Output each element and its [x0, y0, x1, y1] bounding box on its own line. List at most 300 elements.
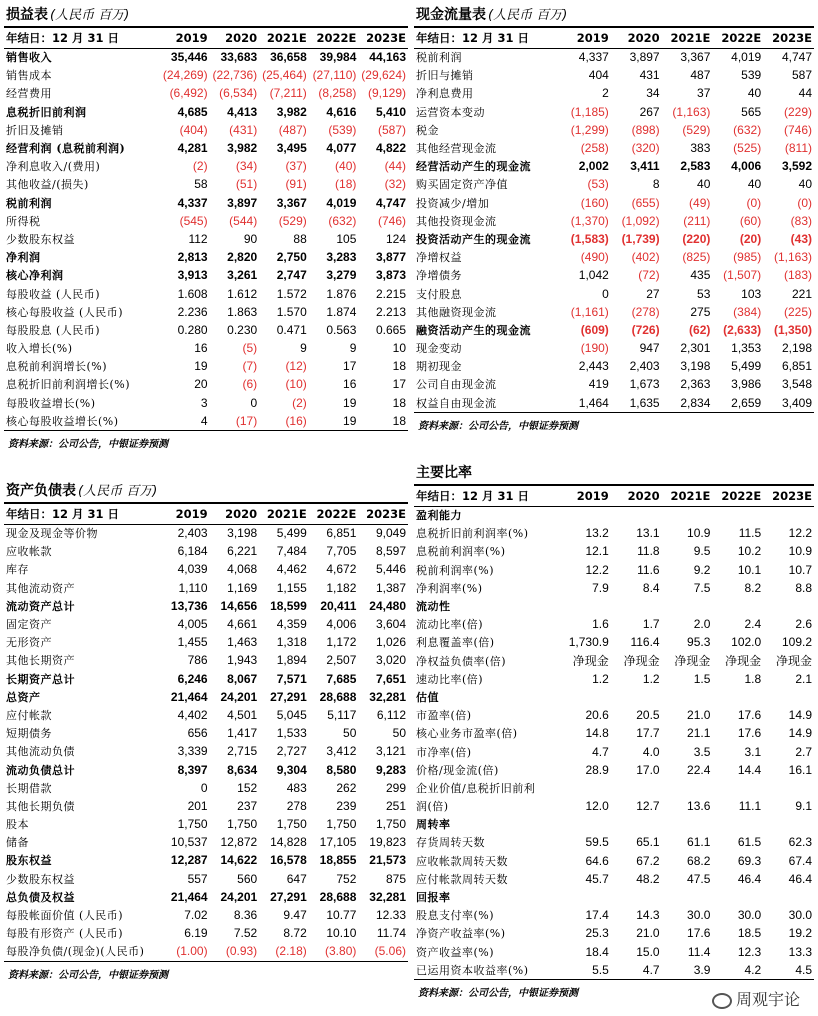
table-row [4, 651, 408, 669]
cell-value: 9.47 [283, 908, 307, 923]
row-label: 其他收益/(损失) [6, 178, 89, 192]
cell-value: 947 [639, 341, 660, 356]
cell-value: 9 [349, 341, 357, 356]
cell-value: 27 [646, 286, 660, 301]
cell-value: 2.6 [795, 617, 812, 632]
cell-value: 13.6 [687, 799, 711, 814]
cell-value: 32,281 [369, 689, 406, 704]
row-label: 核心每股收益增长(%) [6, 414, 119, 428]
cell-value: (160) [580, 195, 609, 210]
cell-value: 10.10 [326, 926, 357, 941]
table-row [414, 66, 814, 84]
cell-value: 2,403 [177, 526, 208, 541]
cell-value: 24,201 [220, 889, 258, 904]
table-row [414, 797, 814, 815]
cell-value: 12.33 [375, 908, 406, 923]
cell-value: 4,616 [326, 104, 357, 119]
cell-value: 净现金 [572, 654, 609, 669]
cell-value: 487 [690, 68, 711, 83]
cell-value: 13.3 [788, 944, 812, 959]
cell-value: 1.608 [177, 286, 208, 301]
cashflow-statement-title [414, 2, 814, 28]
table-row [414, 175, 814, 193]
cell-value: 45.7 [585, 871, 609, 886]
row-label: 总资产 [6, 690, 41, 704]
cell-value: (726) [631, 322, 660, 337]
cell-value: 17.6 [737, 726, 762, 741]
cell-value: 11.8 [637, 544, 660, 559]
cell-value: 9.1 [795, 799, 812, 814]
row-label: 流动资产总计 [6, 599, 75, 613]
table-row [414, 924, 814, 942]
balance-unit-text: (人民币 百万) [78, 484, 158, 499]
cell-value: (1,161) [570, 304, 609, 319]
cell-value: 1.612 [227, 286, 258, 301]
cell-value: 5,117 [327, 707, 357, 722]
cell-value: 21.0 [687, 708, 711, 723]
ratios-table [414, 486, 814, 979]
cell-value: 17 [343, 359, 357, 374]
row-label: 税前利润 [416, 51, 462, 65]
cell-value: 14,828 [270, 835, 307, 850]
cell-value: 32,281 [369, 889, 406, 904]
row-label: 应收帐款周转天数 [416, 854, 508, 868]
table-row [414, 48, 814, 66]
cell-value: 12,287 [170, 853, 208, 868]
table-row [414, 724, 814, 742]
cell-value: 2.4 [744, 617, 762, 632]
cell-value: (404) [179, 122, 208, 137]
cell-value: 1.7 [642, 617, 660, 632]
cell-value: 16.1 [788, 762, 812, 777]
row-label: 已运用资本收益率(%) [416, 963, 529, 977]
cell-value: 237 [237, 798, 258, 813]
cell-value: 3.1 [744, 744, 762, 759]
year-header: 2019 [160, 504, 210, 524]
cell-value: 3,279 [326, 268, 357, 283]
cell-value: 105 [336, 231, 357, 246]
cell-value: 3,283 [326, 250, 357, 265]
cell-value: 4,685 [177, 104, 208, 119]
year-end-label: 年结日：12 月 31 日 [4, 28, 160, 48]
table-row [414, 779, 814, 797]
cell-value: 30.0 [737, 908, 762, 923]
row-label: 市盈率(倍) [416, 709, 472, 723]
cell-value: 0 [200, 780, 208, 795]
table-row [414, 506, 814, 524]
table-row [4, 579, 408, 597]
table-row [414, 303, 814, 321]
ratios-title-text: 主要比率 [416, 465, 472, 481]
row-label: 所得税 [6, 214, 41, 228]
cell-value: (320) [631, 141, 660, 156]
row-label: 净增权益 [416, 251, 462, 265]
cell-value: (20) [739, 231, 762, 246]
cell-value: 88 [293, 231, 307, 246]
watermark [708, 985, 804, 1012]
row-label: 应付帐款周转天数 [416, 872, 508, 886]
cell-value: 10,537 [170, 835, 208, 850]
cell-value: 40 [697, 177, 711, 192]
table-row [4, 706, 408, 724]
cell-value [763, 688, 814, 706]
cell-value: (83) [790, 213, 812, 228]
cell-value [611, 597, 662, 615]
cell-value: 2,363 [680, 377, 711, 392]
cell-value: (24,269) [162, 68, 208, 83]
cell-value: 53 [697, 286, 711, 301]
cell-value: 1.876 [326, 286, 357, 301]
row-label: 收入增长(%) [6, 342, 73, 356]
cell-value: (632) [733, 122, 762, 137]
cell-value: 2,198 [781, 341, 812, 356]
cell-value: 1,318 [276, 635, 307, 650]
cell-value: 1,353 [731, 341, 762, 356]
row-label: 企业价值/息税折旧前利 [416, 781, 536, 795]
cell-value: 6,112 [376, 707, 406, 722]
cell-value: 18,599 [270, 598, 307, 613]
cell-value: 11.1 [738, 799, 762, 814]
year-header: 2023E [763, 28, 814, 48]
row-label: 折旧与摊销 [416, 69, 474, 83]
table-row [414, 266, 814, 284]
watermark-text: 周观宇论 [735, 990, 800, 1009]
income-statement-title [4, 2, 408, 28]
cell-value [560, 815, 611, 833]
cell-value: 69.3 [737, 853, 762, 868]
cell-value: 3,198 [227, 526, 258, 541]
cell-value: 8.4 [642, 580, 660, 595]
cell-value: 1,155 [276, 580, 307, 595]
cell-value: 48.2 [636, 871, 660, 886]
row-label: 运营资本变动 [416, 105, 485, 119]
cell-value: 1.570 [276, 304, 307, 319]
cell-value: (44) [384, 159, 406, 174]
cell-value: 6,184 [177, 544, 208, 559]
year-end-label: 年结日：12 月 31 日 [414, 28, 560, 48]
year-header: 2019 [560, 28, 611, 48]
row-label: 经营利润 (息税前利润) [6, 142, 126, 156]
cell-value: 16,578 [270, 853, 307, 868]
cell-value: (587) [377, 122, 406, 137]
table-row [4, 688, 408, 706]
cell-value: 2.0 [693, 617, 711, 632]
cell-value: (632) [328, 213, 357, 228]
table-row [4, 542, 408, 560]
cell-value: 9,049 [375, 526, 406, 541]
cell-value: 9.5 [693, 544, 711, 559]
cell-value: 8,397 [177, 762, 208, 777]
ratios-panel [414, 460, 814, 999]
row-label: 其他流动资产 [6, 581, 75, 595]
table-row [414, 339, 814, 357]
row-label: 润(倍) [416, 800, 449, 814]
table-row [4, 84, 408, 102]
cell-value: (5) [242, 341, 258, 356]
row-label: 总负债及权益 [6, 890, 75, 904]
cell-value: 20,411 [320, 598, 357, 613]
cell-value: 24,201 [220, 689, 258, 704]
cell-value: 37 [697, 86, 711, 101]
table-row [414, 615, 814, 633]
cell-value: 12.7 [636, 799, 660, 814]
cell-value: (225) [783, 304, 812, 319]
cell-value: 2,659 [731, 395, 762, 410]
table-row [4, 942, 408, 960]
table-row [4, 303, 408, 321]
cell-value: 2,403 [629, 359, 660, 374]
year-header: 2023E [763, 486, 814, 506]
cell-value: 40 [747, 86, 762, 101]
cell-value: 3,877 [375, 250, 406, 265]
cell-value: 539 [741, 68, 762, 83]
cell-value: 8.36 [233, 908, 258, 923]
cell-value: 19 [194, 359, 208, 374]
cell-value: 1,750 [276, 817, 307, 832]
cell-value: (490) [580, 250, 609, 265]
cell-value [712, 688, 763, 706]
table-row [4, 924, 408, 942]
table-row [414, 212, 814, 230]
table-row [4, 266, 408, 284]
cell-value: 11.6 [637, 562, 660, 577]
cell-value: 21.0 [636, 926, 660, 941]
cell-value: (431) [229, 122, 258, 137]
cell-value: (529) [278, 213, 307, 228]
row-label: 每股股息 (人民币) [6, 323, 101, 337]
cell-value: 383 [690, 141, 711, 156]
table-row [4, 194, 408, 212]
cell-value: (1,583) [570, 231, 609, 246]
cell-value: 36,658 [270, 50, 307, 65]
cell-value: (384) [733, 304, 762, 319]
row-label: 核心净利润 [6, 269, 64, 283]
cell-value: (1,350) [773, 322, 812, 337]
cashflow-unit-text: (人民币 百万) [488, 8, 568, 23]
table-row [414, 542, 814, 560]
table-row [4, 175, 408, 193]
cell-value: 18,855 [319, 853, 357, 868]
cell-value: 30.0 [788, 908, 812, 923]
table-row [414, 706, 814, 724]
cell-value: (62) [689, 322, 711, 337]
cell-value: 5,446 [375, 562, 406, 577]
cell-value [763, 779, 814, 797]
cell-value: 267 [639, 104, 660, 119]
cell-value: 25.3 [585, 926, 609, 941]
cell-value [611, 888, 662, 906]
cell-value: 2 [602, 86, 609, 101]
cell-value: 3,873 [375, 268, 406, 283]
row-label: 无形资产 [6, 636, 52, 650]
cell-value: 565 [741, 104, 762, 119]
row-label: 投资活动产生的现金流 [416, 232, 531, 246]
cell-value: (6,492) [169, 86, 208, 101]
cell-value: 90 [243, 231, 258, 246]
cell-value: 2,820 [227, 250, 258, 265]
table-row [4, 157, 408, 175]
table-row [414, 121, 814, 139]
cell-value: (40) [335, 159, 357, 174]
cell-value: 1,387 [375, 580, 406, 595]
cell-value: 2,507 [326, 653, 357, 668]
row-label: 经营费用 [6, 87, 52, 101]
table-row [4, 321, 408, 339]
row-label: 流动性 [416, 600, 451, 614]
cell-value: 4,413 [227, 104, 258, 119]
cell-value: (1.00) [176, 944, 208, 959]
cell-value: 62.3 [788, 835, 812, 850]
cell-value: 1.2 [592, 671, 609, 686]
cell-value: 3,367 [276, 195, 307, 210]
row-label: 每股有形资产 (人民币) [6, 927, 124, 941]
cell-value: 20.6 [585, 708, 609, 723]
row-label: 核心业务市盈率(倍) [416, 727, 518, 741]
cell-value: 19,823 [369, 835, 406, 850]
table-row [4, 870, 408, 888]
row-label: 经营活动产生的现金流 [416, 160, 531, 174]
cell-value: (1,163) [672, 104, 711, 119]
cell-value: (7,211) [269, 86, 307, 101]
cell-value [712, 779, 763, 797]
table-row [4, 560, 408, 578]
table-row [414, 230, 814, 248]
cell-value: (49) [689, 195, 711, 210]
cell-value: (1,507) [723, 268, 762, 283]
row-label: 其他流动负债 [6, 745, 75, 759]
row-label: 销售收入 [6, 51, 52, 65]
cell-value [763, 506, 814, 524]
cell-value: 4,747 [781, 50, 812, 65]
cell-value: 483 [286, 780, 307, 795]
cell-value: (27,110) [312, 68, 357, 83]
cell-value [763, 597, 814, 615]
cell-value: 14.3 [636, 908, 660, 923]
cell-value: 7,484 [276, 544, 307, 559]
table-row [414, 761, 814, 779]
cell-value: 4,337 [578, 50, 609, 65]
cell-value: 656 [187, 726, 208, 741]
cell-value: 3,412 [326, 744, 357, 759]
year-header: 2022E [712, 28, 763, 48]
cell-value: 2,750 [276, 250, 307, 265]
cell-value: (0.93) [225, 944, 258, 959]
cell-value: 40 [798, 177, 812, 192]
table-row [414, 248, 814, 266]
cell-value: (37) [285, 159, 307, 174]
cell-value: 10.1 [737, 562, 762, 577]
cell-value: 34 [646, 86, 660, 101]
row-label: 盈利能力 [416, 509, 462, 523]
cell-value: 8,067 [227, 671, 258, 686]
cell-value: 3 [200, 395, 208, 410]
cell-value: (898) [631, 122, 660, 137]
cell-value: 3,592 [781, 159, 812, 174]
row-label: 核心每股收益 (人民币) [6, 305, 124, 319]
row-label: 每股收益增长(%) [6, 396, 96, 410]
cell-value: 4,068 [227, 562, 258, 577]
cell-value: 3,897 [629, 50, 660, 65]
cell-value: 61.5 [737, 835, 762, 850]
balance-sheet-panel [4, 478, 408, 981]
table-row [4, 66, 408, 84]
cell-value [611, 506, 662, 524]
ratios-source-note: 资料来源：公司公告，中银证券预测 [418, 987, 578, 999]
row-label: 期初现金 [416, 360, 462, 374]
income-unit-text: (人民币 百万) [50, 8, 130, 23]
cell-value: 0.280 [177, 322, 208, 337]
cell-value: (229) [783, 104, 812, 119]
cell-value: 4,359 [276, 617, 307, 632]
row-label: 少数股东权益 [6, 232, 75, 246]
table-row [414, 597, 814, 615]
cell-value [560, 506, 611, 524]
table-row [4, 779, 408, 797]
cell-value [611, 815, 662, 833]
year-header: 2021E [662, 28, 713, 48]
cell-value: (2) [192, 159, 208, 174]
cell-value: 14.9 [788, 708, 812, 723]
cell-value: 2,727 [276, 744, 307, 759]
cell-value: 0.471 [276, 322, 307, 337]
cell-value: (16) [285, 413, 307, 428]
table-row [414, 852, 814, 870]
cell-value: 12,872 [220, 835, 258, 850]
cell-value: 8,634 [227, 762, 258, 777]
cell-value: 4,501 [227, 707, 258, 722]
row-label: 息税折旧前利润 [6, 105, 87, 119]
cell-value: (72) [638, 268, 660, 283]
row-label: 息税折旧前利润增长(%) [6, 378, 131, 392]
cell-value [662, 597, 713, 615]
cell-value [560, 888, 611, 906]
cell-value: 2.215 [375, 286, 406, 301]
cell-value: (655) [631, 195, 660, 210]
cell-value: (609) [580, 322, 609, 337]
cell-value: 1,042 [578, 268, 609, 283]
cell-value: 4,402 [177, 707, 208, 722]
row-label: 储备 [6, 836, 29, 850]
cell-value: 4,077 [326, 141, 357, 156]
cell-value: 251 [385, 798, 406, 813]
cell-value: 14,622 [220, 853, 258, 868]
table-row [4, 851, 408, 869]
cell-value [560, 597, 611, 615]
cell-value: 6,246 [177, 671, 208, 686]
cell-value: 3.9 [693, 962, 711, 977]
cell-value: 2.7 [795, 744, 812, 759]
cell-value: 239 [336, 798, 357, 813]
table-row [4, 248, 408, 266]
table-row [414, 888, 814, 906]
row-label: 息税前利润率(%) [416, 545, 506, 559]
cell-value: (746) [377, 213, 406, 228]
cell-value: (51) [235, 177, 258, 192]
cell-value: 2,301 [680, 341, 711, 356]
table-row [4, 760, 408, 778]
cell-value: 16 [343, 377, 357, 392]
cell-value: 786 [187, 653, 208, 668]
cell-value: 净现金 [623, 654, 660, 669]
cell-value: 587 [791, 68, 812, 83]
cell-value: 18 [392, 395, 406, 410]
cell-value: (5.06) [374, 944, 406, 959]
cell-value: 3,982 [227, 141, 258, 156]
cell-value: 7.5 [693, 580, 711, 595]
cell-value [712, 506, 763, 524]
table-row [414, 375, 814, 393]
cell-value: 10.7 [788, 562, 812, 577]
